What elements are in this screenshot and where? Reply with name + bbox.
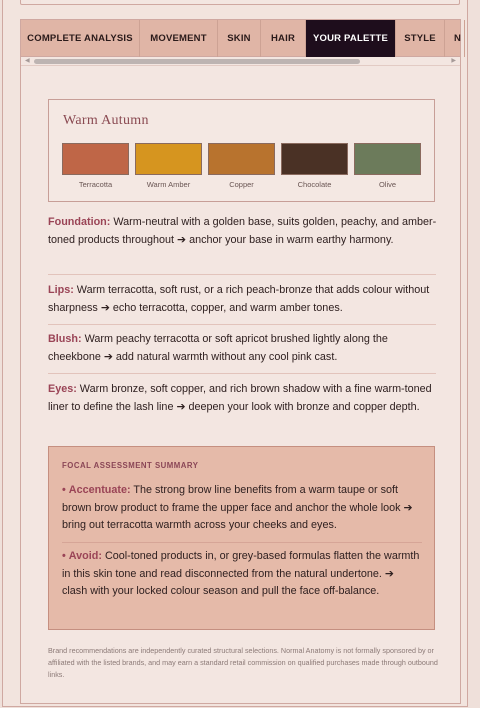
avoid-item <box>62 548 422 601</box>
tab-complete-analysis[interactable]: COMPLETE ANALYSIS <box>21 20 140 57</box>
foundation-text: Warm-neutral with a golden base, suits golden, peachy, and amber-toned products throughout ➔ anchor your base in warm earthy harmony. <box>48 216 437 246</box>
section-divider <box>48 373 436 374</box>
foundation-section <box>48 214 438 249</box>
scrollbar-thumb[interactable] <box>34 59 360 64</box>
blush-label: Blush: <box>48 333 82 345</box>
section-divider <box>48 324 436 325</box>
focal-summary-box <box>48 446 435 630</box>
blush-section <box>48 331 438 366</box>
foundation-label: Foundation: <box>48 216 111 228</box>
eyes-text: Warm bronze, soft copper, and rich brown shadow with a fine warm-toned liner to define the lash line ➔ deepen your look with bronze and copper depth. <box>48 383 432 413</box>
analysis-card <box>20 19 461 704</box>
section-divider <box>48 274 436 275</box>
summary-divider <box>62 542 422 543</box>
tab-scrollbar[interactable] <box>21 57 460 66</box>
eyes-label: Eyes: <box>48 383 77 395</box>
accentuate-label: Accentuate: <box>68 484 131 496</box>
tab-skin[interactable]: SKIN <box>218 20 261 57</box>
scroll-left-arrow-icon[interactable]: ◀ <box>25 58 30 64</box>
tab-next-truncated[interactable]: N <box>445 20 465 57</box>
accentuate-text: The strong brow line benefits from a warm taupe or soft brown brow product to frame the upper face and anchor the whole look ➔ bring out terracotta warmth across your cheeks and eyes. <box>62 484 413 531</box>
tab-style[interactable]: STYLE <box>396 20 445 57</box>
swatch-olive <box>354 143 421 175</box>
blush-text: Warm peachy terracotta or soft apricot brushed lightly along the cheekbone ➔ add natural warmth without any cool pink cast. <box>48 333 388 363</box>
palette-card <box>48 99 435 202</box>
swatch-label-copper: Copper <box>229 180 254 189</box>
tab-bar <box>21 20 460 57</box>
lips-text: Warm terracotta, soft rust, or a rich peach-bronze that adds colour without sharpness ➔ echo terracotta, copper, and warm amber tones. <box>48 284 430 314</box>
swatch-copper <box>208 143 275 175</box>
bullet-icon: • <box>62 550 66 562</box>
avoid-label: Avoid: <box>68 550 102 562</box>
swatch-label-olive: Olive <box>378 180 397 189</box>
eyes-section <box>48 381 438 416</box>
previous-card-edge <box>20 0 460 5</box>
lips-section <box>48 282 438 317</box>
avoid-text: Cool-toned products in, or grey-based formulas flatten the warmth in this skin tone and read disconnected from the natural undertone. ➔ clash with your locked colour season and pull the face off-balance. <box>62 550 420 597</box>
bullet-icon: • <box>62 484 66 496</box>
accentuate-item <box>62 482 422 535</box>
summary-title: FOCAL ASSESSMENT SUMMARY <box>62 461 199 470</box>
swatch-label-chocolate: Chocolate <box>297 180 332 189</box>
swatch-label-terracotta: Terracotta <box>78 180 113 189</box>
tab-your-palette[interactable]: YOUR PALETTE <box>306 20 396 57</box>
palette-title: Warm Autumn <box>63 113 149 128</box>
tab-movement[interactable]: MOVEMENT <box>140 20 218 57</box>
scroll-right-arrow-icon[interactable]: ▶ <box>451 58 456 64</box>
swatch-terracotta <box>62 143 129 175</box>
lips-label: Lips: <box>48 284 74 296</box>
tab-hair[interactable]: HAIR <box>261 20 306 57</box>
swatch-warm-amber <box>135 143 202 175</box>
swatch-label-warm-amber: Warm Amber <box>146 180 191 189</box>
swatch-chocolate <box>281 143 348 175</box>
affiliate-disclaimer: Brand recommendations are independently curated structural selections. Normal Anatomy is not formally sponsored by or affiliated with the listed brands, and may earn a standard retail commission on qualified purchases made through outbound links. <box>48 646 438 679</box>
